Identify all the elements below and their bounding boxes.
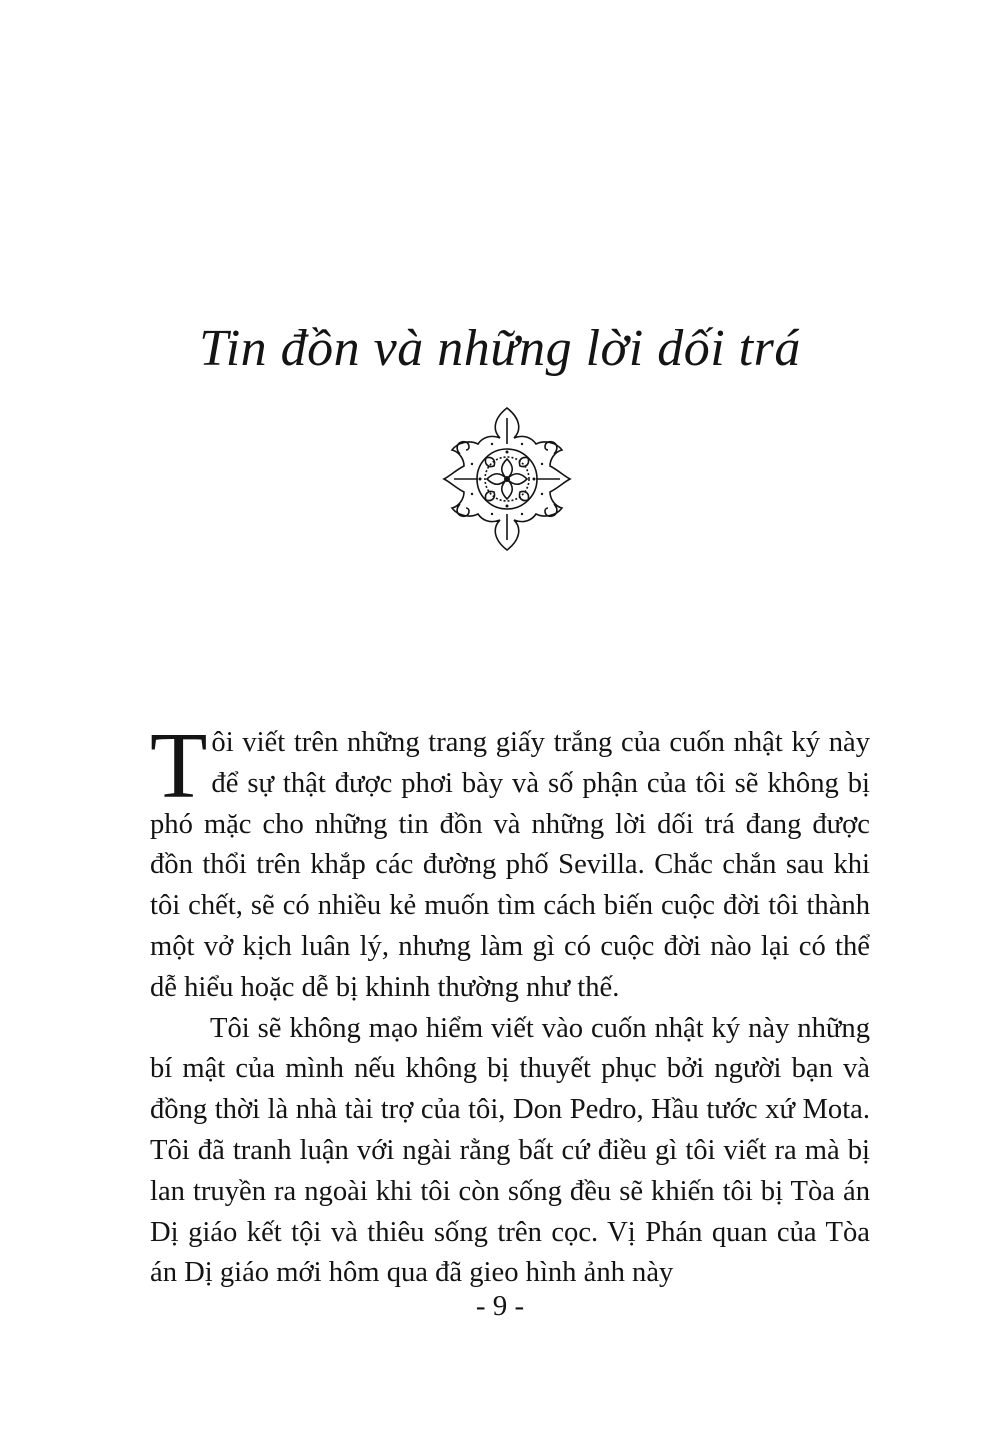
paragraph-2: Tôi sẽ không mạo hiểm viết vào cuốn nhật ký này những bí mật của mình nếu không bị thuyết phục bởi người bạn và đồng thời là nhà tài trợ của tôi, Don Pedro, Hầu tước xứ Mota. Tôi đã tranh luận với ngài rằng bất cứ điều gì tôi viết ra mà bị lan truyền ra ngoài khi tôi còn sống đều sẽ khiến tôi bị Tòa án Dị giáo kết tội và thiêu sống trên cọc. Vị Phán quan của Tòa án Dị giáo mới hôm qua đã gieo hình ảnh này [150,1012,870,1289]
paragraph-1 [150,714,870,1009]
chapter-title: Tin đồn và những lời dối trá [199,320,801,377]
floral-medallion-icon [434,404,580,554]
page-number: - 9 - [475,1290,525,1322]
drop-cap: T [150,714,208,818]
body-text [150,714,870,1294]
paragraph-1-text: ôi viết trên những trang giấy trắng của cuốn nhật ký này để sự thật được phơi bày và số phận của tôi sẽ không bị phó mặc cho những tin đồn và những lời dối trá đang được đồn thổi trên khắp các đường phố Sevilla. Chắc chắn sau khi tôi chết, sẽ có nhiều kẻ muốn tìm cách biến cuộc đời tôi thành một vở kịch luân lý, nhưng làm gì có cuộc đời nào lại có thể dễ hiểu hoặc dễ bị khinh thường như thế. [150,727,870,1003]
